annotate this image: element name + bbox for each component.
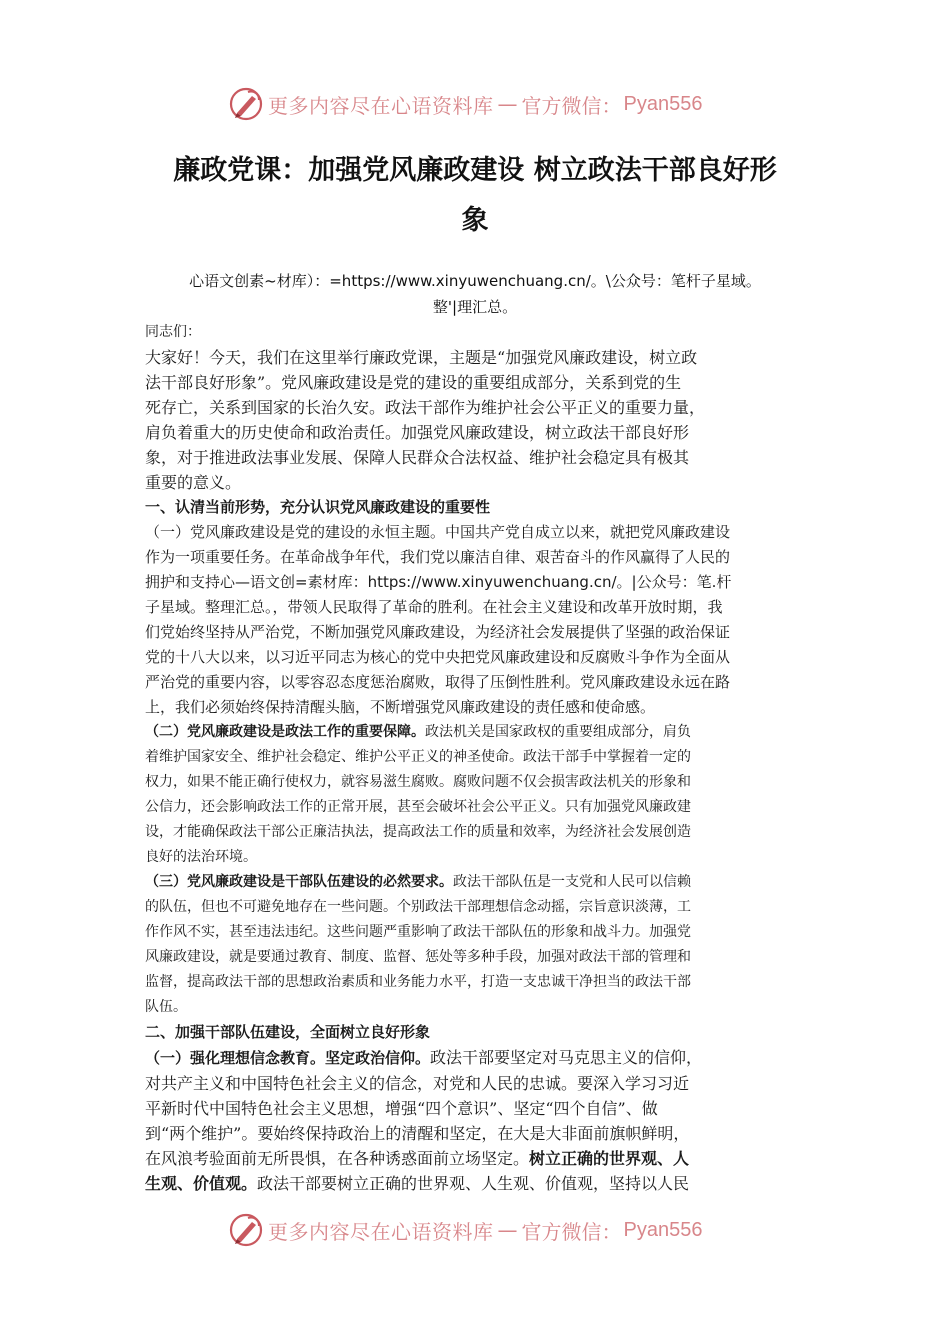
paragraph-text: 政法干部队伍是一支党和人民可以信赖: [453, 874, 691, 890]
section-1-paragraph-1: [145, 520, 815, 720]
paragraph-line: 肩负着重大的历史使命和政治责任。加强党风廉政建设，树立政法干部良好形: [145, 423, 690, 442]
section-2-heading: 二、加强干部队伍建设，全面树立良好形象: [145, 1023, 431, 1041]
paragraph-line: 队伍。: [145, 999, 187, 1015]
paragraph-line: 风廉政建设，就是要通过教育、制度、监督、惩处等多种手段，加强对政法干部的管理和: [145, 949, 691, 965]
paragraph-line: 着维护国家安全、维护社会稳定、维护公平正义的神圣使命。政法干部手中掌握着一定的: [145, 749, 691, 765]
salutation: 同志们：: [145, 324, 201, 340]
section-1-paragraph-3: [145, 870, 815, 1020]
paragraph-text: 政法机关是国家政权的重要组成部分，肩负: [425, 724, 691, 740]
paragraph-line: （一）党风廉政建设是党的建设的永恒主题。中国共产党自成立以来，就把党风廉政建设: [145, 523, 731, 541]
paragraph-line: 权力，如果不能正确行使权力，就容易滋生腐败。腐败问题不仅会损害政法机关的形象和: [145, 774, 691, 790]
paragraph-line: 良好的法治环境。: [145, 849, 257, 865]
watermark-text: 更多内容尽在心语资料库: [268, 93, 494, 118]
paragraph-line: 到“两个维护”。要始终保持政治上的清醒和坚定，在大是大非面前旗帜鲜明，: [145, 1124, 690, 1143]
section-2-paragraph-1: [145, 1045, 815, 1196]
paragraph-lead: （三）党风廉政建设是干部队伍建设的必然要求。: [145, 874, 453, 890]
paragraph-line: [145, 1045, 815, 1071]
paragraph-line: 设，才能确保政法干部公正廉洁执法，提高政法工作的质量和效率，为经济社会发展创造: [145, 824, 691, 840]
paragraph-text: 政法干部要树立正确的世界观、人生观、价值观，坚持以人民: [257, 1174, 690, 1193]
paragraph-line: 党的十八大以来，以习近平同志为核心的党中央把党风廉政建设和反腐败斗争作为全面从: [145, 648, 731, 666]
paragraph-line: 作作风不实，甚至违法违纪。这些问题严重影响了政法干部队伍的形象和战斗力。加强党: [145, 924, 691, 940]
paragraph-line: 上，我们必须始终保持清醒头脑，不断增强党风廉政建设的责任感和使命感。: [145, 698, 656, 716]
paragraph-line: 拥护和支持心—语文创=素材库：https://www.xinyuwenchuang.cn/。|公众号：笔.杆: [145, 573, 732, 591]
watermark-separator: —: [497, 1218, 518, 1242]
pen-logo-icon: [228, 1212, 264, 1248]
paragraph-lead: 生观、价值观。: [145, 1174, 258, 1193]
paragraph-line: 作为一项重要任务。在革命战争年代，我们党以廉洁自律、艰苦奋斗的作风赢得了人民的: [145, 548, 731, 566]
paragraph-line: 死存亡，关系到国家的长治久安。政法干部作为维护社会公平正义的重要力量，: [145, 398, 706, 417]
source-line: 整'|理汇总。: [432, 298, 518, 316]
watermark-banner-bottom: [228, 1208, 728, 1252]
source-line: 心语文创素~材库）：=https://www.xinyuwenchuang.cn/。\公众号：笔杆子星域。: [189, 272, 761, 290]
paragraph-lead: 树立正确的世界观、人: [529, 1149, 690, 1168]
paragraph-line: [145, 720, 815, 745]
paragraph-lead: （一）强化理想信念教育。坚定政治信仰。: [145, 1049, 431, 1067]
paragraph-line: [145, 870, 815, 895]
document-body: [145, 320, 815, 1196]
watermark-id: Pyan556: [623, 92, 703, 115]
section-1-heading: 一、认清当前形势，充分认识党风廉政建设的重要性: [145, 498, 491, 516]
title-line: 廉政党课：加强党风廉政建设 树立政法干部良好形: [173, 155, 777, 186]
paragraph-line: 们党始终坚持从严治党，不断加强党风廉政建设，为经济社会发展提供了坚强的政治保证: [145, 623, 731, 641]
paragraph-line: 对共产主义和中国特色社会主义的信念，对党和人民的忠诚。要深入学习习近: [145, 1074, 690, 1093]
watermark-label: 官方微信：: [521, 1219, 622, 1244]
document-title: [140, 146, 810, 246]
section-1-paragraph-2: [145, 720, 815, 870]
watermark-label: 官方微信：: [521, 93, 622, 118]
paragraph-lead: （二）党风廉政建设是政法工作的重要保障。: [145, 724, 425, 740]
paragraph-line: 大家好！今天，我们在这里举行廉政党课，主题是“加强党风廉政建设，树立政: [145, 348, 698, 367]
paragraph-line: 子星域。整理汇总。，带领人民取得了革命的胜利。在社会主义建设和改革开放时期，我: [145, 598, 723, 616]
paragraph-line: 严治党的重要内容，以零容忍态度惩治腐败，取得了压倒性胜利。党风廉政建设永远在路: [145, 673, 731, 691]
title-line: 象: [461, 205, 489, 236]
paragraph-text: 政法干部要坚定对马克思主义的信仰，: [430, 1048, 703, 1067]
paragraph-line: [145, 1146, 815, 1171]
paragraph-line: 象，对于推进政法事业发展、保障人民群众合法权益、维护社会稳定具有极其: [145, 448, 690, 467]
watermark-id: Pyan556: [623, 1218, 703, 1241]
watermark-separator: —: [497, 92, 518, 116]
paragraph-line: 公信力，还会影响政法工作的正常开展，甚至会破坏社会公平正义。只有加强党风廉政建: [145, 799, 691, 815]
watermark-text: 更多内容尽在心语资料库: [268, 1219, 494, 1244]
watermark-banner-top: [228, 82, 728, 126]
paragraph-line: [145, 1171, 815, 1196]
paragraph-line: 的队伍，但也不可避免地存在一些问题。个别政法干部理想信念动摇，宗旨意识淡薄，工: [145, 899, 691, 915]
pen-logo-icon: [228, 86, 264, 122]
paragraph-line: 法干部良好形象”。党风廉政建设是党的建设的重要组成部分，关系到党的生: [145, 373, 682, 392]
paragraph-line: 重要的意义。: [145, 473, 242, 492]
source-note: [140, 268, 810, 320]
intro-paragraph: [145, 345, 815, 495]
paragraph-line: 平新时代中国特色社会主义思想，增强“四个意识”、坚定“四个自信”、做: [145, 1099, 658, 1118]
paragraph-line: 监督，提高政法干部的思想政治素质和业务能力水平，打造一支忠诚干净担当的政法干部: [145, 974, 691, 990]
paragraph-text: 在风浪考验面前无所畏惧，在各种诱惑面前立场坚定。: [145, 1149, 530, 1168]
